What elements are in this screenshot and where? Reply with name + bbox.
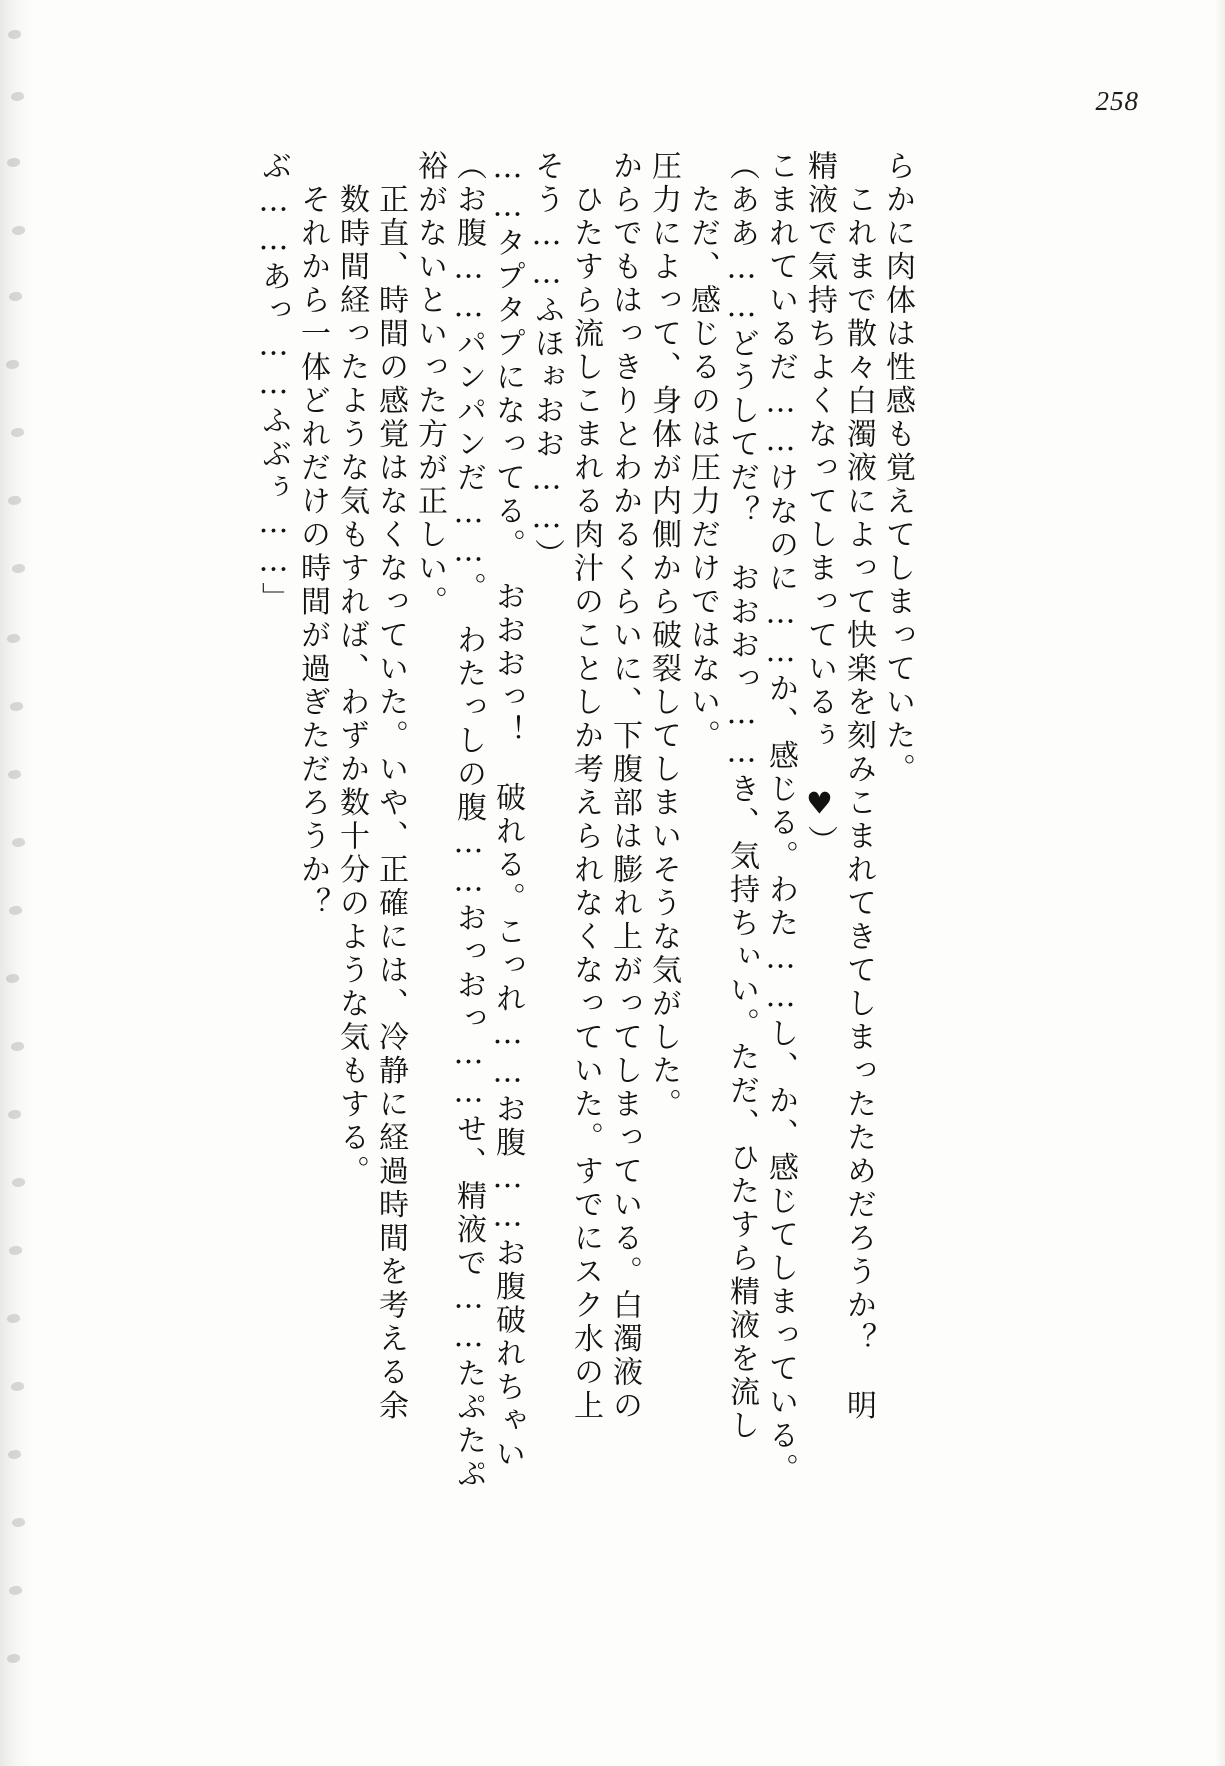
vertical-text-body — [249, 150, 1129, 1492]
text-column: ひたすら流しこまれる肉汁のことしか考えられなくなっていた。すでにスク水の上 — [568, 150, 603, 1423]
page-right-edge-shading — [1215, 0, 1225, 1766]
text-column: 正直、時間の感覚はなくなっていた。いや、正確には、冷静に経過時間を考える余 — [373, 150, 408, 1423]
text-column: ぶ……あっ……ふぶぅ……」 — [256, 150, 291, 616]
text-column: 数時間経ったような気もすれば、わずか数十分のような気もする。 — [334, 150, 369, 1189]
text-column: ……タプタプになってる。 おおおっ！ 破れる。こっれ……お腹……お腹破れちゃい — [490, 150, 525, 1472]
text-column: （ああ……どうしてだ？ おおおっ……き、気持ちぃい。ただ、ひたすら精液を流し — [724, 150, 759, 1443]
text-column: 圧力によって、身体が内側から破裂してしまいそうな気がした。 — [646, 150, 681, 1122]
text-column: 精液で気持ちよくなってしまっているぅ ♥） — [802, 150, 837, 859]
text-column: ただ、感じるのは圧力だけではない。 — [685, 150, 720, 753]
text-column: 裕がないといった方が正しい。 — [412, 150, 447, 619]
text-column: そう……ふほぉおお……） — [529, 150, 564, 572]
text-column: こまれているだ……けなのに……か、感じる。わた……し、か、感じてしまっている。 — [763, 150, 798, 1487]
text-column: これまで散々白濁液によって快楽を刻みこまれてきてしまったためだろうか？ 明 — [841, 150, 876, 1423]
binding-showthrough-marks — [6, 30, 32, 1730]
page-number: 258 — [1095, 86, 1139, 116]
text-column: らかに肉体は性感も覚えてしまっていた。 — [880, 150, 915, 787]
text-column: それから一体どれだけの時間が過ぎただろうか？ — [295, 150, 330, 921]
page-gutter-shading — [0, 0, 34, 1766]
text-column: からでもはっきりとわかるくらいに、下腹部は膨れ上がってしまっている。白濁液の — [607, 150, 642, 1423]
text-column: （お腹……パンパンだ……。 わたっしの腹……おっおっ……せ、精液で……たぷたぷ — [451, 150, 486, 1492]
